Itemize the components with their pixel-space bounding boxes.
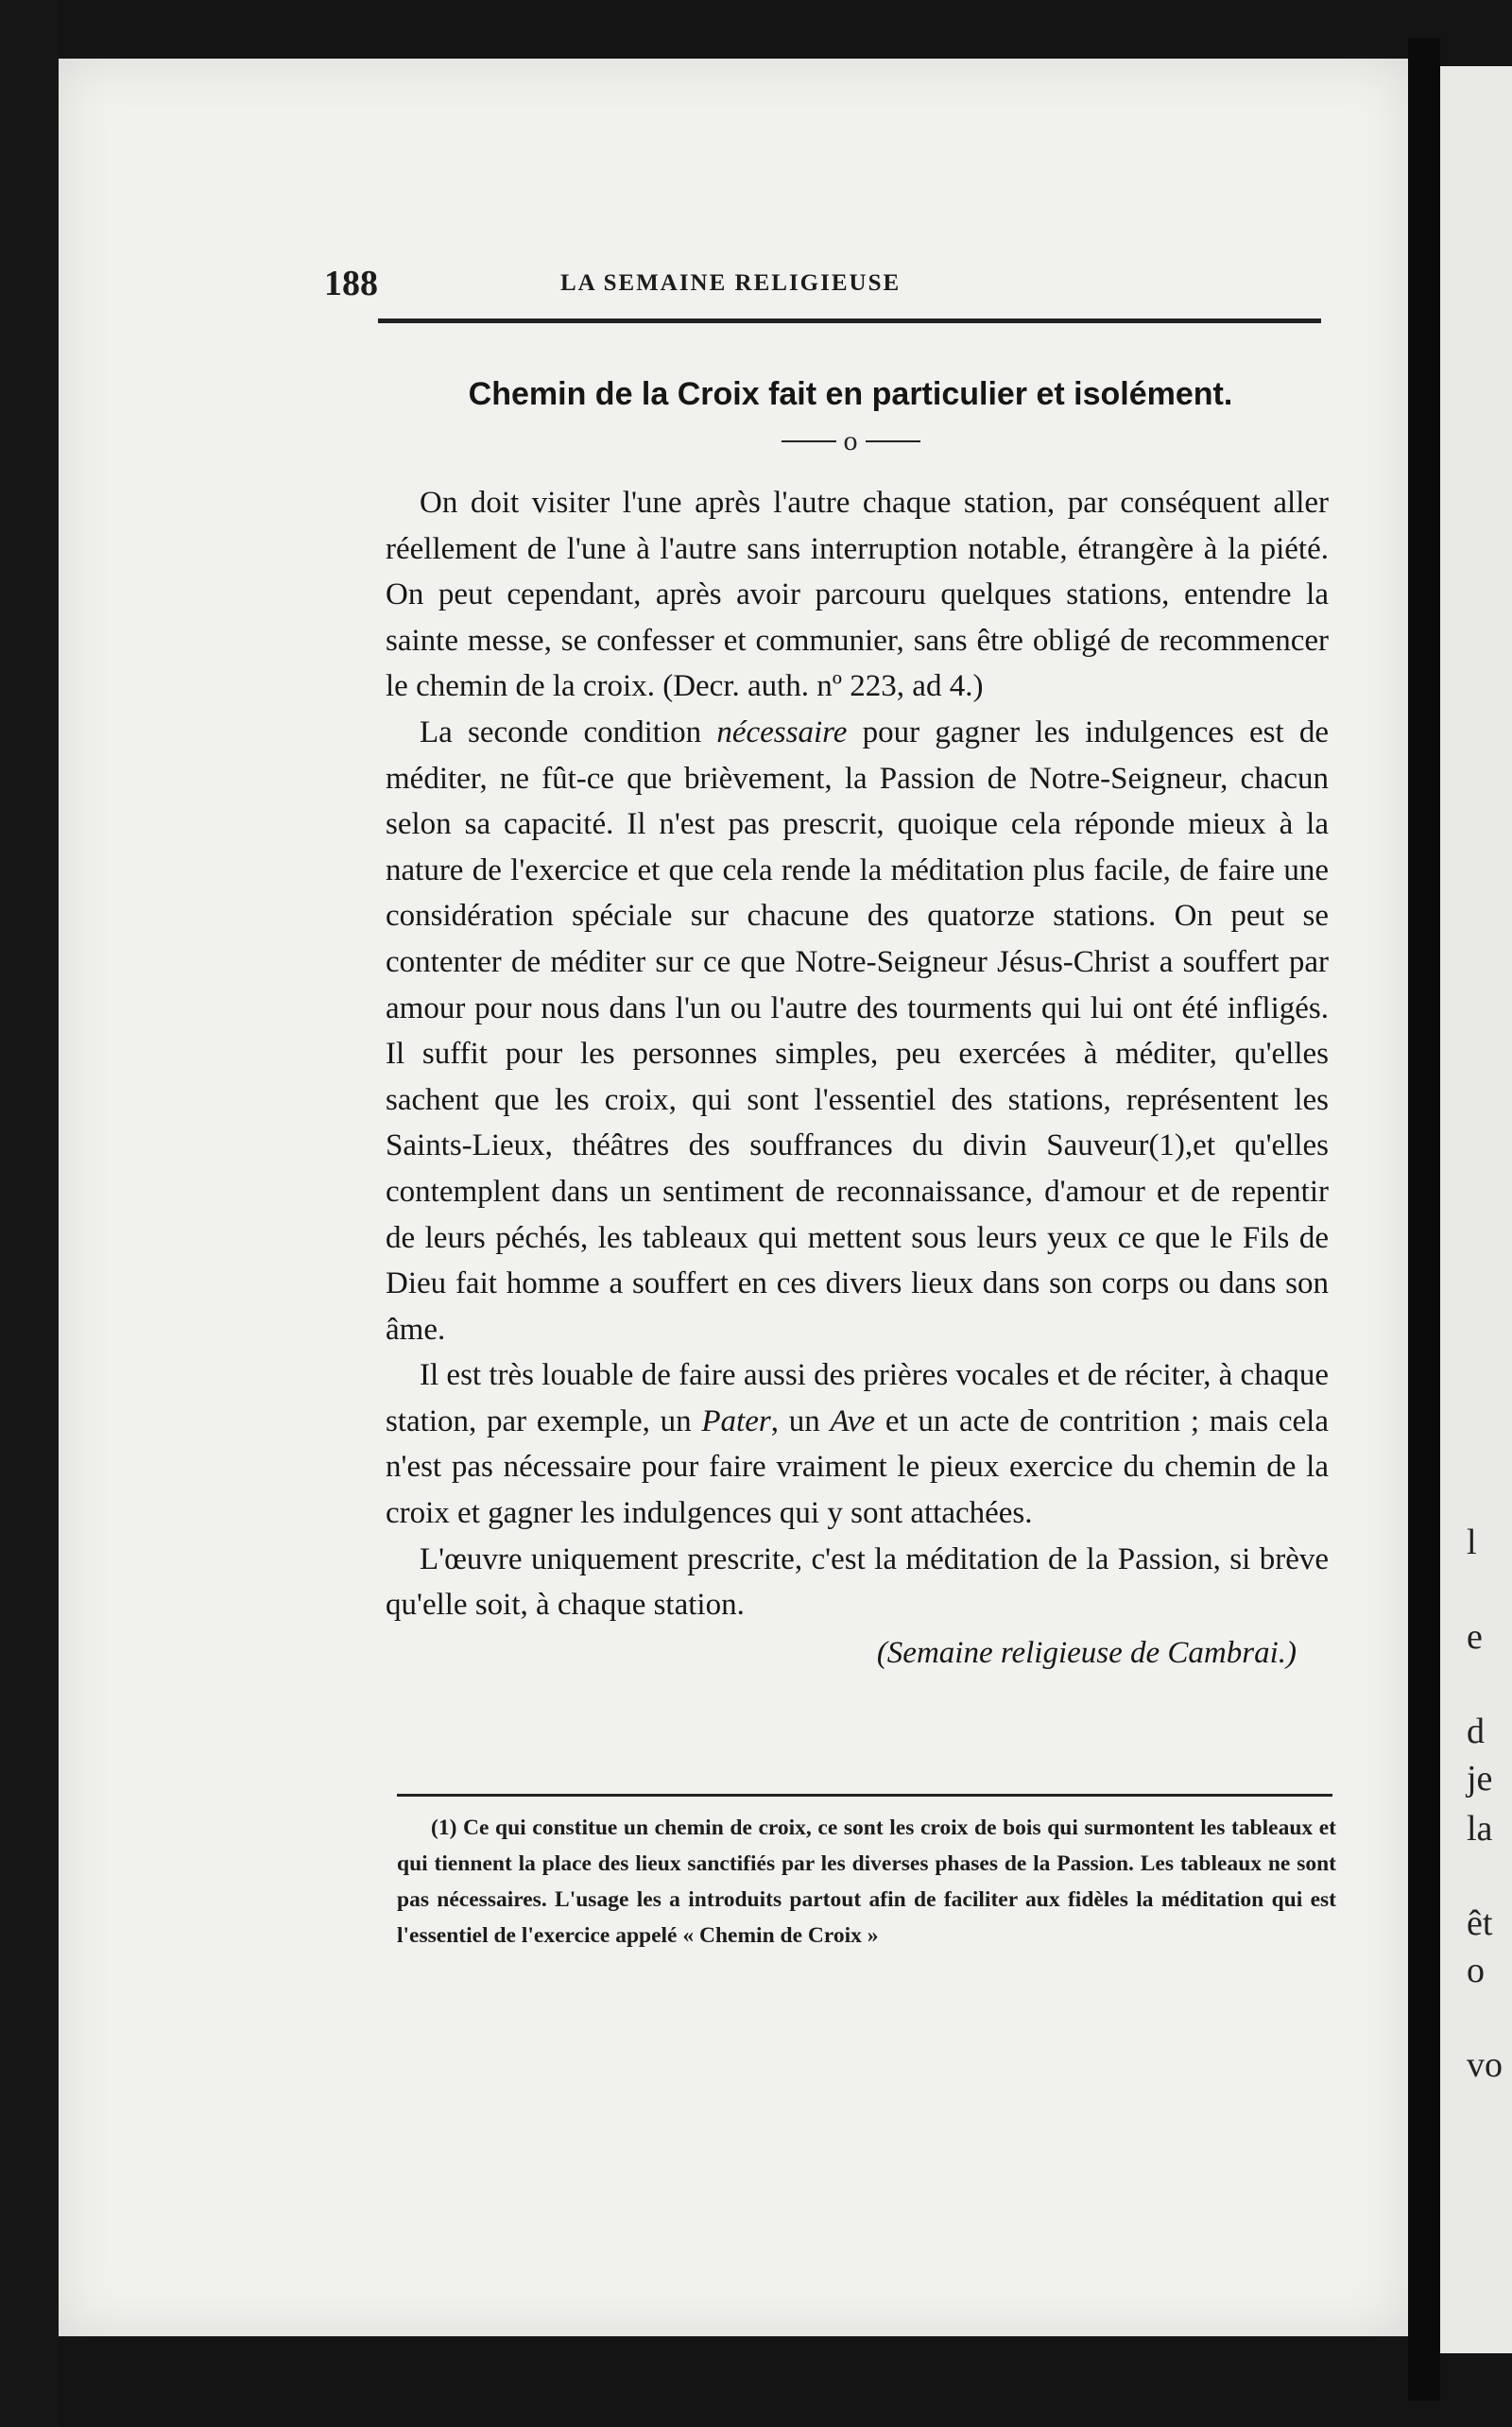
title-separator — [378, 423, 1323, 457]
header-rule — [378, 318, 1321, 323]
emphasis-necessaire: nécessaire — [716, 714, 848, 749]
adjacent-page-fragment: êt — [1467, 1903, 1493, 1943]
paragraph-2-part-a: La seconde condition — [420, 714, 717, 749]
paragraph-3-part-a: Il est très louable de faire aussi des prières vocales et de réciter, à chaque station, par exemple, un — [386, 1358, 1329, 1438]
separator-dash-left — [782, 440, 836, 442]
paragraph-4: L'œuvre uniquement prescrite, c'est la méditation de la Passion, si brève qu'elle soit, à chaque station. — [386, 1541, 1329, 1623]
scan-left-edge — [0, 0, 59, 2427]
footnote-text: (1) Ce qui constitue un chemin de croix, ce sont les croix de bois qui surmontent les tableaux et qui tiennent la place des lieux sanctifiés par les diverses phases de la Passion. Les tableaux ne sont pas nécessaires. L'usage les a introduits partout afin de faciliter aux fidèles la méditation qui est l'essentiel de l'exercice appelé « Chemin de Croix » — [397, 1816, 1336, 1948]
footnote — [397, 1810, 1336, 1954]
paragraph-2-part-c: pour gagner les indulgences est de méditer, ne fût-ce que brièvement, la Passion de Notre-Seigneur, chacun selon sa capacité. Il n'est pas prescrit, quoique cela réponde mieux à la nature de l'exercice et que cela rende la méditation plus facile, de faire une considération spéciale sur chacune des quatorze stations. On peut se contenter de méditer sur ce que Notre-Seigneur Jésus-Christ a souffert par amour pour nous dans l'un ou l'autre des tourments qui lui ont été infligés. Il suffit pour les personnes simples, peu exercées à méditer, qu'elles sachent que les croix, qui sont l'essentiel des stations, représentent les Saints-Lieux, théâtres des souffrances du divin Sauveur(1),et qu'elles contemplent dans un sentiment de reconnaissance, d'amour et de repentir de leurs péchés, les tableaux qui mettent sous leurs yeux ce que le Fils de Dieu fait homme a souffert en ces divers lieux dans son corps ou dans son âme. — [386, 714, 1329, 1347]
paragraph-3-part-c: , un — [770, 1403, 831, 1438]
paragraph-2 — [386, 710, 1329, 1352]
adjacent-page-fragment: je — [1467, 1759, 1493, 1799]
article-title: Chemin de la Croix fait en particulier et isolément. — [468, 376, 1233, 412]
running-title: LA SEMAINE RELIGIEUSE — [560, 270, 902, 296]
article-body — [386, 480, 1329, 1676]
adjacent-page-fragment: e — [1467, 1617, 1483, 1657]
page-header — [324, 263, 1316, 310]
adjacent-page-fragment: d — [1467, 1712, 1485, 1751]
emphasis-ave: Ave — [830, 1403, 876, 1438]
paragraph-3-part-e: et un acte de contrition ; mais cela n'est pas nécessaire pour faire vraiment le pieux exercice du chemin de la croix et gagner les indulgences qui y sont attachées. — [386, 1403, 1329, 1531]
separator-dash-right — [866, 440, 920, 442]
adjacent-page-fragment: l — [1467, 1523, 1477, 1562]
separator-ornament: o — [843, 425, 858, 457]
page-number: 188 — [324, 264, 378, 303]
paragraph-3 — [386, 1352, 1329, 1536]
adjacent-page-fragment: vo — [1467, 2045, 1503, 2085]
source-signature: (Semaine religieuse de Cambrai.) — [876, 1635, 1297, 1670]
book-gutter — [1408, 38, 1440, 2401]
footnote-rule — [397, 1794, 1332, 1797]
adjacent-page-fragment: o — [1467, 1951, 1485, 1990]
adjacent-page-fragment: la — [1467, 1809, 1493, 1849]
paragraph-1: On doit visiter l'une après l'autre chaque station, par conséquent aller réellement de l'une à l'autre sans interruption notable, étrangère à la piété. On peut cependant, après avoir parcouru quelques stations, entendre la sainte messe, se confesser et communier, sans être obligé de recommencer le chemin de la croix. (Decr. auth. nº 223, ad 4.) — [386, 486, 1329, 704]
adjacent-page-strip — [1440, 66, 1512, 2353]
emphasis-pater: Pater — [701, 1403, 771, 1438]
